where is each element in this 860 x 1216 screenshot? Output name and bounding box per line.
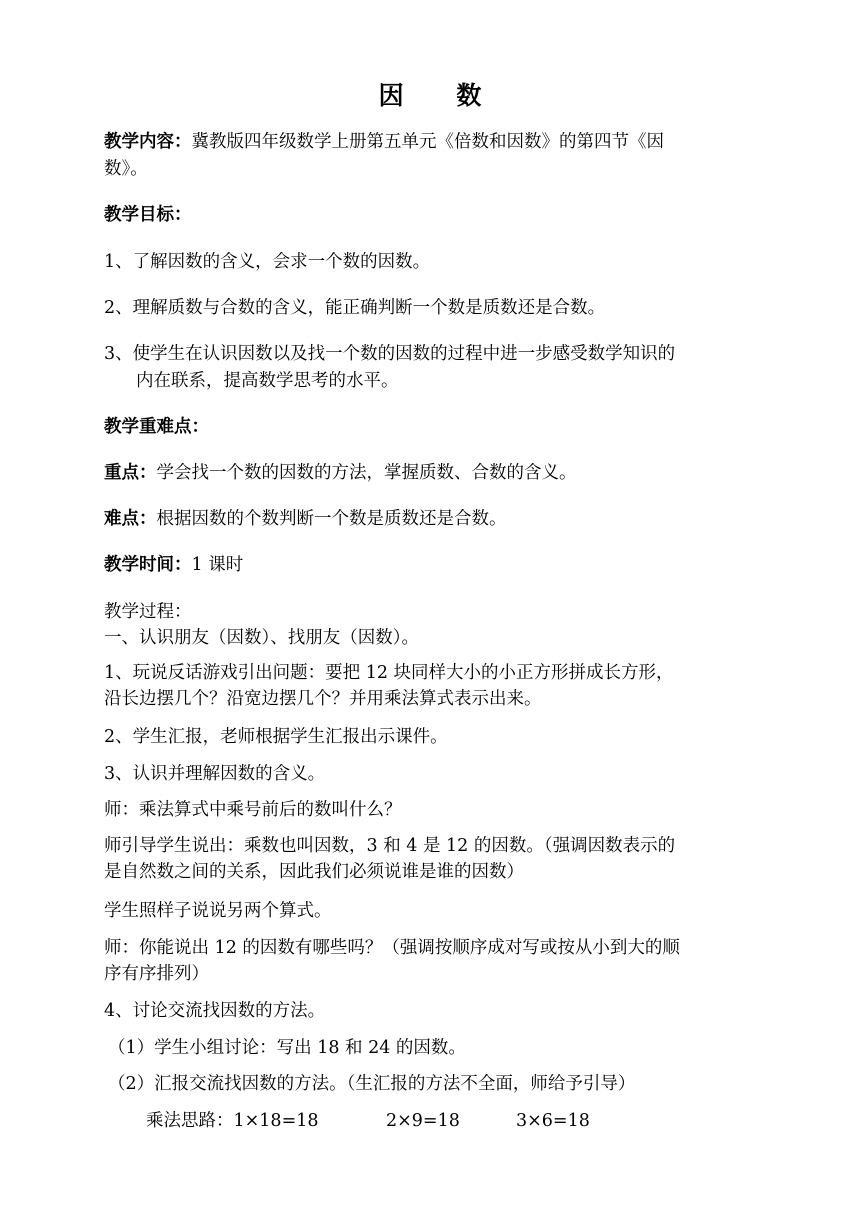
page-title: 因 数 [378,81,504,110]
process-3: 3、认识并理解因数的含义。 [104,764,326,784]
process-4: 师：乘法算式中乘号前后的数叫什么？ [104,800,402,820]
difficulty-label: 难点： [104,509,157,529]
time-value: 1 课时 [191,555,244,575]
process-7-line-2: 序有序排列） [104,964,209,984]
content-label: 教学内容： [104,132,192,152]
time-line [104,554,764,576]
section-1-heading: 一、认识朋友（因数）、找朋友（因数）。 [104,628,419,648]
goal-2: 2、理解质数与合数的含义，能正确判断一个数是质数还是合数。 [104,298,606,318]
difficulty-line [104,508,764,530]
process-1-line-1: 1、玩说反话游戏引出问题：要把 12 块同样大小的小正方形拼成长方形， [104,663,674,683]
goal-3-line-2: 内在联系，提高数学思考的水平。 [136,371,399,391]
formula-1: 乘法思路：1×18=18 [146,1111,319,1131]
difficulty-text: 根据因数的个数判断一个数是质数还是合数。 [156,509,507,529]
formula-2: 2×9=18 [386,1111,460,1131]
formula-line [146,1110,806,1132]
process-5-line-2: 是自然数之间的关系，因此我们必须说谁是谁的因数） [104,862,524,882]
formula-3: 3×6=18 [516,1111,590,1131]
process-6: 学生照样子说说另两个算式。 [104,901,332,921]
process-10: （2）汇报交流找因数的方法。（生汇报的方法不全面，师给予引导） [108,1074,636,1094]
key-points-heading: 教学重难点： [104,417,209,437]
process-1-line-2: 沿长边摆几个？沿宽边摆几个？并用乘法算式表示出来。 [104,689,542,709]
process-2: 2、学生汇报，老师根据学生汇报出示课件。 [104,727,448,747]
goal-3-line-1: 3、使学生在认识因数以及找一个数的因数的过程中进一步感受数学知识的 [104,344,676,364]
process-5-line-1: 师引导学生说出：乘数也叫因数，3 和 4 是 12 的因数。（强调因数表示的 [104,836,676,856]
goals-heading: 教学目标： [104,205,192,225]
process-heading: 教学过程： [104,602,192,622]
focus-line [104,462,764,484]
process-8: 4、讨论交流找因数的方法。 [104,1001,326,1021]
goal-1: 1、了解因数的含义，会求一个数的因数。 [104,252,431,272]
focus-label: 重点： [104,463,157,483]
process-9: （1）学生小组讨论：写出 18 和 24 的因数。 [108,1038,466,1058]
content-text: 冀教版四年级数学上册第五单元《倍数和因数》的第四节《因 [191,132,664,152]
focus-text: 学会找一个数的因数的方法，掌握质数、合数的含义。 [156,463,577,483]
content-line-1 [104,131,764,153]
process-7-line-1: 师：你能说出 12 的因数有哪些吗？（强调按顺序成对写或按从小到大的顺 [104,938,680,958]
content-line-2: 数》。 [104,159,148,179]
time-label: 教学时间： [104,555,192,575]
